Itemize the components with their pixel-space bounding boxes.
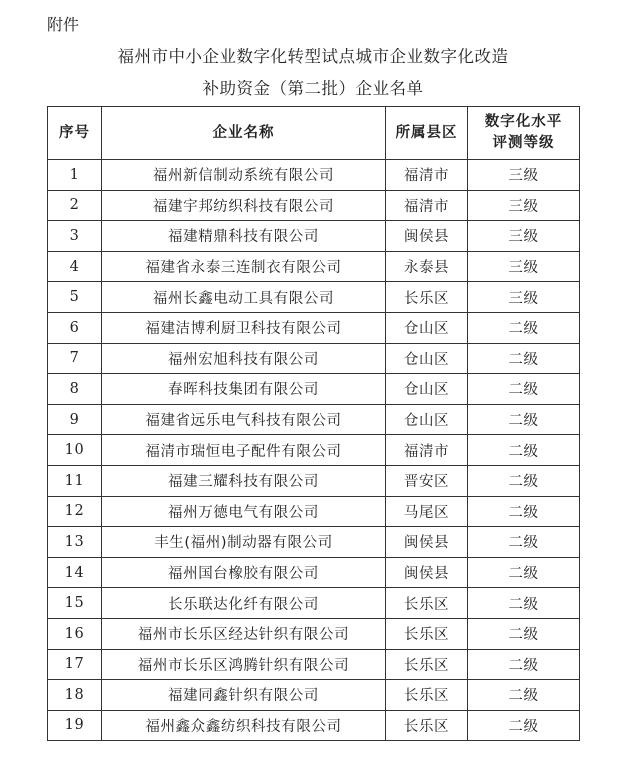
cell-no: 19: [48, 710, 102, 741]
cell-district: 仓山区: [386, 343, 468, 374]
cell-company-name: 长乐联达化纤有限公司: [102, 588, 386, 619]
cell-no: 17: [48, 649, 102, 680]
cell-no: 7: [48, 343, 102, 374]
cell-no: 18: [48, 680, 102, 711]
cell-no: 14: [48, 557, 102, 588]
cell-company-name: 福建三耀科技有限公司: [102, 465, 386, 496]
cell-district: 仓山区: [386, 312, 468, 343]
header-company-name: 企业名称: [102, 107, 386, 160]
cell-company-name: 春晖科技集团有限公司: [102, 374, 386, 405]
cell-no: 6: [48, 312, 102, 343]
table-row: [48, 160, 580, 191]
cell-company-name: 福建省远乐电气科技有限公司: [102, 404, 386, 435]
cell-no: 5: [48, 282, 102, 313]
cell-no: 15: [48, 588, 102, 619]
cell-no: 2: [48, 190, 102, 221]
cell-level: 二级: [468, 618, 580, 649]
cell-level: 二级: [468, 557, 580, 588]
table-row: [48, 282, 580, 313]
cell-company-name: 福州长鑫电动工具有限公司: [102, 282, 386, 313]
document-title-line1: 福州市中小企业数字化转型试点城市企业数字化改造: [117, 47, 509, 66]
table-row: [48, 618, 580, 649]
cell-no: 9: [48, 404, 102, 435]
header-district: 所属县区: [386, 107, 468, 160]
cell-no: 3: [48, 221, 102, 252]
cell-company-name: 福建同鑫针织有限公司: [102, 680, 386, 711]
table-body: [48, 160, 580, 741]
table-row: [48, 496, 580, 527]
cell-district: 仓山区: [386, 404, 468, 435]
cell-company-name: 福州宏旭科技有限公司: [102, 343, 386, 374]
cell-district: 闽侯县: [386, 527, 468, 558]
cell-no: 11: [48, 465, 102, 496]
cell-level: 二级: [468, 404, 580, 435]
cell-district: 马尾区: [386, 496, 468, 527]
cell-district: 仓山区: [386, 374, 468, 405]
cell-company-name: 福建精鼎科技有限公司: [102, 221, 386, 252]
table-row: [48, 374, 580, 405]
table-row: [48, 343, 580, 374]
cell-district: 长乐区: [386, 710, 468, 741]
table-row: [48, 251, 580, 282]
cell-level: 二级: [468, 710, 580, 741]
cell-district: 福清市: [386, 190, 468, 221]
cell-level: 二级: [468, 465, 580, 496]
cell-company-name: 福州国台橡胶有限公司: [102, 557, 386, 588]
cell-level: 二级: [468, 496, 580, 527]
cell-district: 长乐区: [386, 282, 468, 313]
cell-district: 长乐区: [386, 618, 468, 649]
cell-district: 福清市: [386, 435, 468, 466]
table-row: [48, 710, 580, 741]
header-level-line2: 评测等级: [492, 135, 555, 151]
table-row: [48, 465, 580, 496]
table-row: [48, 557, 580, 588]
cell-no: 10: [48, 435, 102, 466]
cell-district: 闽侯县: [386, 221, 468, 252]
cell-level: 二级: [468, 343, 580, 374]
cell-level: 二级: [468, 374, 580, 405]
cell-company-name: 福州市长乐区鸿腾针织有限公司: [102, 649, 386, 680]
table-row: [48, 588, 580, 619]
cell-district: 长乐区: [386, 649, 468, 680]
cell-no: 12: [48, 496, 102, 527]
cell-no: 1: [48, 160, 102, 191]
cell-level: 三级: [468, 160, 580, 191]
cell-company-name: 福建省永泰三连制衣有限公司: [102, 251, 386, 282]
cell-company-name: 福州鑫众鑫纺织科技有限公司: [102, 710, 386, 741]
cell-level: 二级: [468, 680, 580, 711]
cell-no: 13: [48, 527, 102, 558]
cell-district: 闽侯县: [386, 557, 468, 588]
cell-level: 二级: [468, 435, 580, 466]
cell-level: 三级: [468, 282, 580, 313]
cell-company-name: 福建洁博利厨卫科技有限公司: [102, 312, 386, 343]
cell-company-name: 福州市长乐区经达针织有限公司: [102, 618, 386, 649]
cell-no: 16: [48, 618, 102, 649]
cell-level: 二级: [468, 527, 580, 558]
cell-level: 二级: [468, 312, 580, 343]
table-row: [48, 190, 580, 221]
cell-company-name: 丰生(福州)制动器有限公司: [102, 527, 386, 558]
cell-level: 二级: [468, 588, 580, 619]
cell-company-name: 福建宇邦纺织科技有限公司: [102, 190, 386, 221]
table-row: [48, 527, 580, 558]
table-header-row: [48, 107, 580, 160]
document-title-line2: 补助资金（第二批）企业名单: [202, 79, 424, 98]
attachment-label: 附件: [47, 15, 80, 34]
cell-district: 长乐区: [386, 680, 468, 711]
table-row: [48, 221, 580, 252]
cell-company-name: 福州万德电气有限公司: [102, 496, 386, 527]
header-level: [468, 107, 580, 160]
table-row: [48, 312, 580, 343]
table-row: [48, 649, 580, 680]
table-row: [48, 680, 580, 711]
table-row: [48, 404, 580, 435]
cell-district: 晋安区: [386, 465, 468, 496]
cell-level: 二级: [468, 649, 580, 680]
cell-district: 长乐区: [386, 588, 468, 619]
cell-no: 4: [48, 251, 102, 282]
cell-district: 永泰县: [386, 251, 468, 282]
cell-level: 三级: [468, 190, 580, 221]
table-row: [48, 435, 580, 466]
cell-no: 8: [48, 374, 102, 405]
cell-level: 三级: [468, 221, 580, 252]
header-no: 序号: [48, 107, 102, 160]
header-level-line1: 数字化水平: [484, 114, 563, 130]
cell-company-name: 福州新信制动系统有限公司: [102, 160, 386, 191]
cell-company-name: 福清市瑞恒电子配件有限公司: [102, 435, 386, 466]
cell-level: 三级: [468, 251, 580, 282]
company-list-table: [47, 106, 580, 741]
cell-district: 福清市: [386, 160, 468, 191]
